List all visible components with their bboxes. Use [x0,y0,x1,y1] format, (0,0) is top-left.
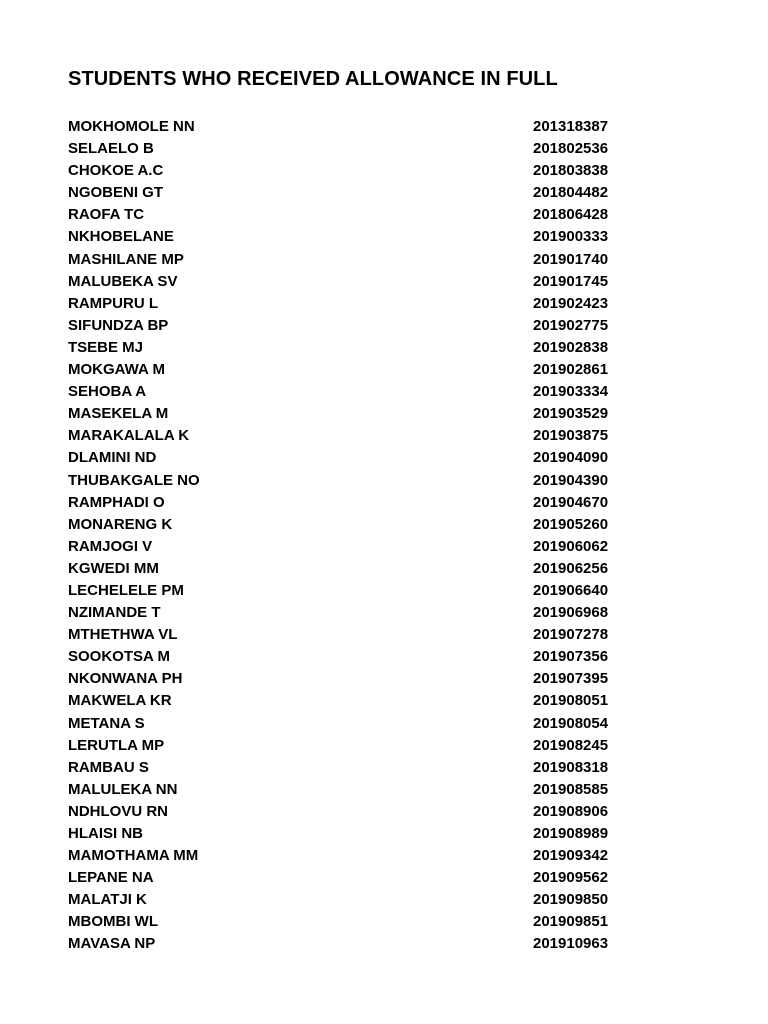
student-name: RAMJOGI V [68,537,153,555]
student-name: MASHILANE MP [68,250,184,268]
student-number: 201908906 [533,802,609,820]
student-number: 201906640 [533,581,609,599]
student-row [68,845,628,867]
student-name: MASEKELA M [68,405,169,423]
student-name: MALUBEKA SV [68,272,178,290]
student-number: 201909851 [533,913,609,931]
student-name: SEHOBA A [68,383,147,401]
student-number: 201902861 [533,361,609,379]
student-number: 201904090 [533,449,609,467]
student-row [68,249,628,271]
student-row [68,204,628,226]
student-row [68,514,628,536]
student-row [68,713,628,735]
student-row [68,182,628,204]
student-number: 201901745 [533,272,609,290]
student-row [68,867,628,889]
student-number: 201904670 [533,493,609,511]
student-row [68,801,628,823]
student-number: 201906256 [533,559,609,577]
student-name: NDHLOVU RN [68,802,168,820]
student-name: THUBAKGALE NO [68,471,200,489]
student-number: 201908051 [533,692,609,710]
student-row [68,403,628,425]
student-row [68,381,628,403]
student-row [68,580,628,602]
student-row [68,779,628,801]
student-name: MALATJI K [68,891,147,909]
student-name: MOKGAWA M [68,361,165,379]
student-name: METANA S [68,714,145,732]
student-number: 201907395 [533,670,609,688]
student-row [68,271,628,293]
student-name: SIFUNDZA BP [68,316,169,334]
student-row [68,447,628,469]
student-row [68,823,628,845]
student-row [68,315,628,337]
student-number: 201908585 [533,780,609,798]
student-number: 201900333 [533,228,609,246]
student-row [68,757,628,779]
student-name: MARAKALALA K [68,427,190,445]
student-number: 201905260 [533,515,609,533]
student-row [68,602,628,624]
student-number: 201903334 [533,383,609,401]
student-row [68,470,628,492]
student-number: 201806428 [533,206,609,224]
student-row [68,359,628,381]
student-name: MONARENG K [68,515,173,533]
student-name: MOKHOMOLE NN [68,118,195,135]
student-row [68,536,628,558]
student-name: MAVASA NP [68,935,156,953]
student-name: RAOFA TC [68,206,145,224]
student-number: 201909342 [533,847,609,865]
student-number: 201909850 [533,891,609,909]
student-name: NZIMANDE T [68,604,161,622]
student-row [68,668,628,690]
student-name: LECHELELE PM [68,581,184,599]
student-row [68,735,628,757]
student-number: 201910963 [533,935,609,953]
student-number: 201908245 [533,736,609,754]
student-name: SELAELO B [68,140,154,158]
student-name: RAMPHADI O [68,493,165,511]
student-name: DLAMINI ND [68,449,157,467]
document-title: STUDENTS WHO RECEIVED ALLOWANCE IN FULL [68,68,558,90]
student-row [68,116,628,138]
student-number: 201907356 [533,648,609,666]
student-number: 201318387 [533,118,609,135]
student-row [68,226,628,248]
student-number: 201903875 [533,427,609,445]
student-name: MBOMBI WL [68,913,158,931]
student-row [68,911,628,933]
student-name: SOOKOTSA M [68,648,170,666]
student-number: 201901740 [533,250,609,268]
student-name: MTHETHWA VL [68,626,178,644]
student-number: 201906062 [533,537,609,555]
student-number: 201908989 [533,825,609,842]
student-name: MAKWELA KR [68,692,172,710]
student-row [68,138,628,160]
student-row [68,690,628,712]
student-number: 201903529 [533,405,609,423]
student-row [68,624,628,646]
student-row [68,425,628,447]
student-row [68,646,628,668]
student-name: CHOKOE A.C [68,162,164,180]
student-row [68,293,628,315]
student-name: RAMBAU S [68,758,149,776]
student-number: 201902775 [533,316,609,334]
student-name: NKONWANA PH [68,670,183,688]
student-number: 201908054 [533,714,609,732]
student-row [68,492,628,514]
student-number: 201909562 [533,869,609,887]
student-number: 201906968 [533,604,609,622]
student-row [68,337,628,359]
student-row [68,558,628,580]
student-number: 201904390 [533,471,609,489]
student-name: MALULEKA NN [68,780,178,798]
student-number: 201902423 [533,294,609,312]
student-row [68,889,628,911]
student-number: 201802536 [533,140,609,158]
student-row [68,160,628,182]
student-name: RAMPURU L [68,294,158,312]
student-number: 201902838 [533,338,609,356]
student-name: NGOBENI GT [68,184,164,202]
student-name: LERUTLA MP [68,736,165,754]
student-number: 201908318 [533,758,609,776]
student-name: NKHOBELANE [68,228,174,246]
student-number: 201803838 [533,162,609,180]
student-name: LEPANE NA [68,869,154,887]
student-name: HLAISI NB [68,825,143,842]
student-row [68,933,628,955]
student-name: MAMOTHAMA MM [68,847,199,865]
student-name: KGWEDI MM [68,559,159,577]
student-list [68,116,628,956]
student-number: 201907278 [533,626,609,644]
student-number: 201804482 [533,184,609,202]
student-name: TSEBE MJ [68,338,144,356]
